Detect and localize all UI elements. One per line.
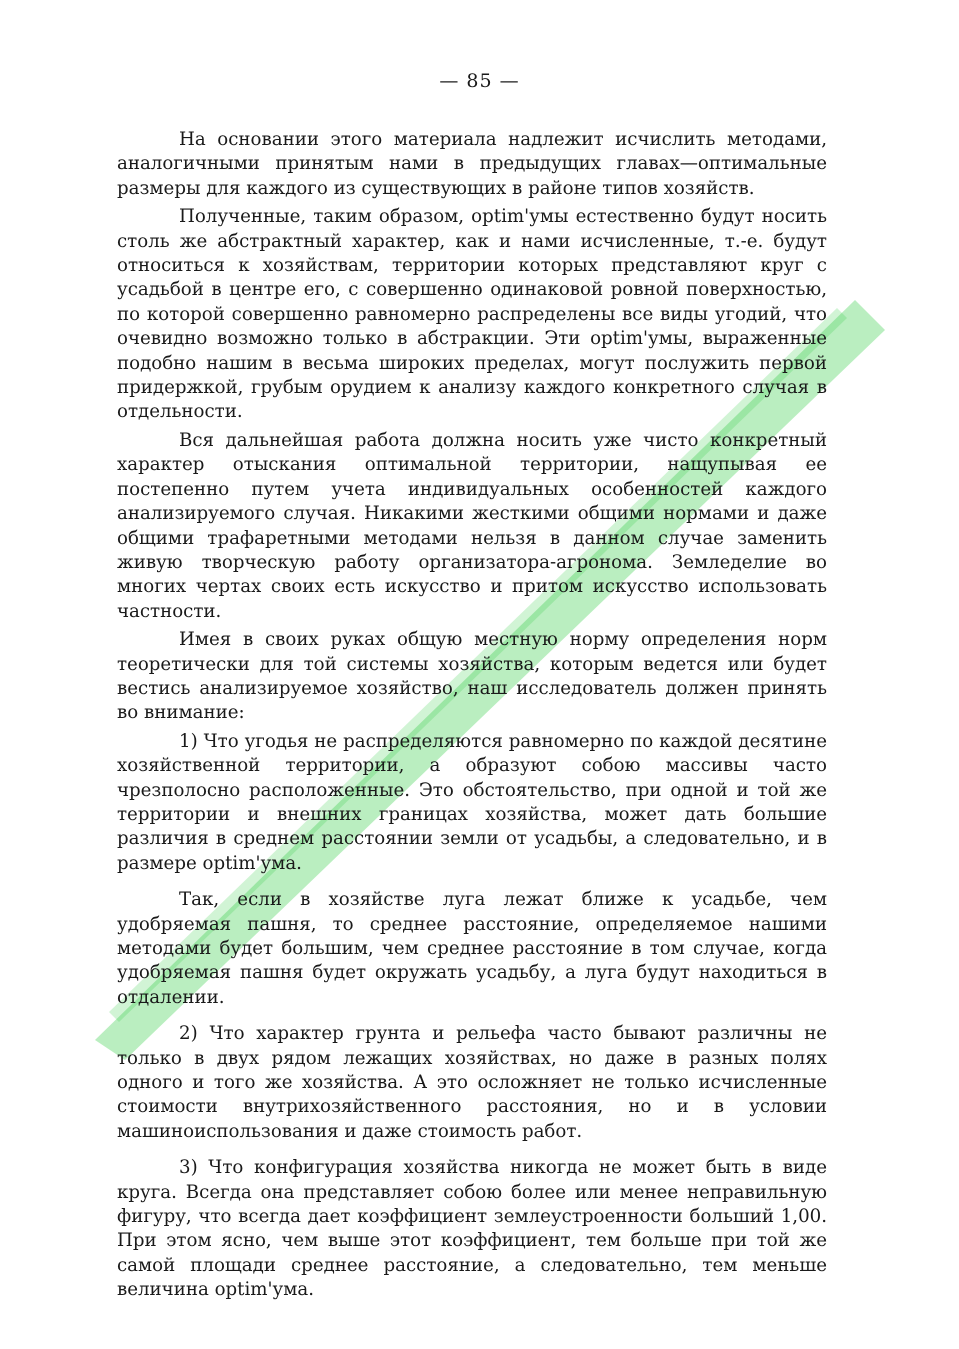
paragraph-1: На основании этого материала надлежит исчислить методами, аналогичными принятым нами в предыдущих главах—оптимальные размеры для каждого из существующих в районе типов хозяйств. (117, 129, 827, 199)
paragraph-5-point-1: 1) Что угодья не распределяются равномерно по каждой десятине хозяйственной территории, а образуют собою массивы часто чрезполосно расположенные. Это обстоятельство, при одной и той же территории и внешних границах хозяйства, может дать большие различия в среднем расстоянии земли от усадьбы, а следовательно, и в размере optim'ума. (117, 730, 827, 874)
paragraph-8-point-3: 3) Что конфигурация хозяйства никогда не может быть в виде круга. Всегда она представляет собою более или менее неправильную фигуру, что всегда дает коэффициент землеустроенности больший 1,00. При этом ясно, чем выше этот коэффициент, тем больше при той же самой площади среднее расстояние, а следовательно, тем меньше величина optim'ума. (117, 1157, 827, 1301)
paragraph-7-point-2: 2) Что характер грунта и рельефа часто бывают различны не только в двух рядом лежащих хозяйствах, но даже в разных полях одного и того же хозяйства. А это осложняет не только исчисленные стоимости внутрихозяйственного расстояния, но и в условии машиноиспользования и даже стоимость работ. (117, 1023, 827, 1142)
paragraph-3: Вся дальнейшая работа должна носить уже чисто конкретный характер отыскания оптимальной территории, нащупывая ее постепенно путем учета индивидуальных особенностей каждого анализируемого случая. Никакими жесткими общими нормами и даже общими трафаретными методами нельзя в данном случае заменить живую творческую работу организатора-агронома. Земледелие во многих чертах своих есть искусство и притом искусство использовать частности. (117, 429, 827, 622)
page-number: — 85 — (439, 70, 520, 92)
paragraph-6: Так, если в хозяйстве луга лежат ближе к усадьбе, чем удобряемая пашня, то среднее расстояние, определяемое нашими методами будет большим, чем среднее расстояние в том случае, когда удобряемая пашня будет окружать усадьбу, а луга будут находиться в отдалении. (117, 889, 827, 1008)
paragraph-2: Полученные, таким образом, optim'умы естественно будут носить столь же абстрактный характер, как и нами исчисленные, т.-е. будут относиться к хозяйствам, территории которых представляют круг с усадьбой в центре его, с совершенно одинаковой ровной поверхностью, по которой совершенно равномерно распределены все виды угодий, что очевидно возможно только в абстракции. Эти optim'умы, выраженные подобно нашим в весьма широких пределах, могут послужить первой придержкой, грубым орудием к анализу каждого конкретного случая в отдельности. (117, 206, 827, 423)
body-text (117, 128, 827, 1307)
paragraph-4: Имея в своих руках общую местную норму определения норм теоретически для той системы хозяйства, которым ведется или будет вестись анализируемое хозяйство, наш исследователь должен принять во внимание: (117, 629, 827, 724)
